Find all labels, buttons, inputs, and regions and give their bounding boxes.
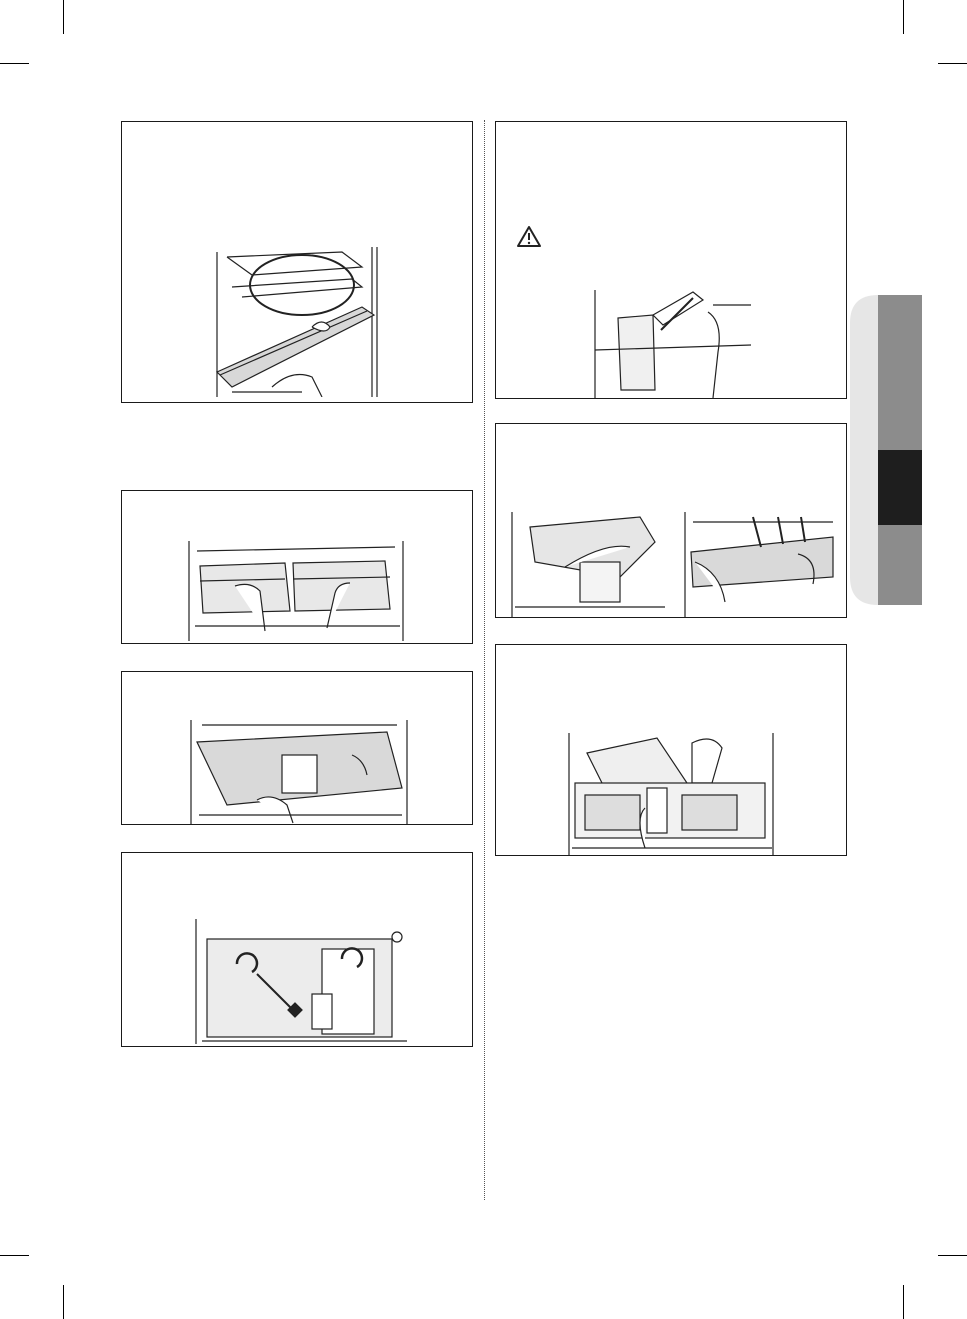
crop-mark [903,1285,904,1319]
section-tabs [850,295,922,605]
ice-bucket-illustration [567,733,777,855]
crop-mark [63,0,64,34]
crop-mark [0,63,29,64]
module-removal-illustration-left [510,512,670,617]
step-box-crisper-drawers [121,490,473,644]
step-box-module-removal [495,423,847,618]
warning-triangle-icon [516,225,542,248]
step-box-cover-panel [495,121,847,399]
screwdriver-illustration [192,919,412,1044]
crisper-drawers-illustration [185,541,410,641]
step-box-ice-bucket [495,644,847,856]
crop-mark [63,1285,64,1319]
crop-mark [938,1255,967,1256]
step-box-cover-screws [121,852,473,1047]
crop-mark [903,0,904,34]
step-box-glass-shelf [121,121,473,403]
glass-shelf-illustration [212,247,387,397]
step-box-shelf-lift [121,671,473,825]
crop-mark [0,1255,29,1256]
cover-panel-illustration [593,290,753,398]
shelf-lift-illustration [187,720,412,824]
module-removal-illustration-right [683,512,835,617]
column-divider [484,120,485,1200]
crop-mark [938,63,967,64]
